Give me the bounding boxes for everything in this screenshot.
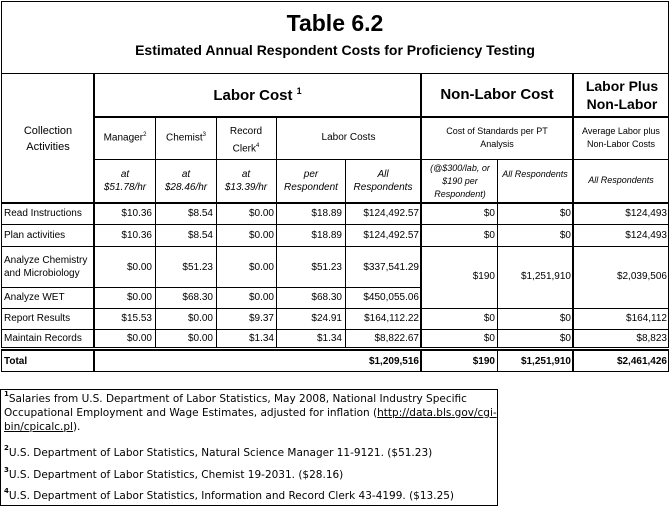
row-total: $124,493 [625,208,667,219]
footnote-1-link[interactable]: http://data.bls.gov/cgi-bin/cpicalc.pl [4,407,497,433]
hline-row1 [1,224,669,225]
row-nonlabor-all: $0 [559,313,571,324]
row-clerk: $0.00 [248,262,274,273]
total-labor-all: $1,209,516 [368,356,419,367]
hline-row3-partial [1,287,421,288]
row-lab-cost: $0 [483,313,495,324]
footnote-1-text-end: ). [72,421,81,433]
header-labor-cost-label: Labor Cost [213,87,293,104]
rate-manager: at $51.78/hr [103,169,147,193]
header-lab-cost-note: (@$300/lab, or $190 per Respondent) [430,163,490,199]
row-activity: Plan activities [4,230,66,241]
table-title: Table 6.2 [286,10,384,36]
row-per-respondent: $68.30 [311,292,342,303]
footnote-4-mark: 4 [4,487,9,495]
row-chemist: $0.00 [187,313,213,324]
footnote-4 [4,489,498,503]
row-manager: $0.00 [126,333,152,344]
row-total: $8,823 [636,333,667,344]
header-record-clerk [222,124,270,156]
footnote-1 [4,392,498,434]
row-chemist: $0.00 [187,333,213,344]
header-all-respondents: All Respondents [353,169,413,193]
row-clerk: $9.37 [248,313,274,324]
row-nonlabor-all: $0 [559,208,571,219]
header-labor-costs: Labor Costs [321,132,376,143]
row-manager: $10.36 [121,230,152,241]
row-total: $164,112 [626,313,667,324]
merged-nonlabor-all: $1,251,910 [520,271,571,282]
header-cost-of-standards: Cost of Standards per PT Analysis [446,126,548,149]
row-activity: Analyze WET [4,292,65,303]
merged-total: $2,039,506 [616,271,667,282]
header-manager-label: Manager [103,132,144,144]
total-nonlabor-all: $1,251,910 [520,356,571,367]
hline-sub-header [95,159,669,160]
header-labor-cost-sup: 1 [296,86,302,96]
total-label: Total [4,356,28,367]
row-lab-cost: $0 [483,208,495,219]
row-chemist: $51.23 [182,262,213,273]
footnote-3-text: U.S. Department of Labor Statistics, Chemist 19-2031. ($28.16) [8,469,344,481]
header-non-labor-cost: Non-Labor Cost [440,86,554,103]
header-labor-plus-non-labor: Labor Plus Non-Labor [585,78,659,112]
header-manager [95,132,155,144]
hline-header-bottom [1,202,669,204]
hline-row2 [1,246,669,247]
row-chemist: $68.30 [182,292,213,303]
row-total: $124,493 [625,230,667,241]
vline-total-activity [93,351,95,372]
header-manager-sup: 2 [143,132,147,138]
footnote-3-mark: 3 [4,466,9,474]
hline-row5 [1,329,669,330]
header-nonlabor-all-respondents: All Respondents [502,169,568,179]
row-all-respondents: $450,055.06 [363,292,419,303]
row-per-respondent: $18.89 [311,208,342,219]
footnote-1-text: Salaries from U.S. Department of Labor Statistics, May 2008, National Industry Specific Occupational Employment and Wage Estimates, adjusted for inflation ( [4,393,467,419]
row-all-respondents: $337,541.29 [363,262,419,273]
header-per-respondent: per Respondent [284,169,338,193]
row-clerk: $0.00 [248,230,274,241]
row-per-respondent: $51.23 [311,262,342,273]
merged-lab-cost: $190 [472,271,495,282]
rate-clerk: at $13.39/hr [224,169,268,193]
row-per-respondent: $1.34 [316,333,342,344]
footnote-2-mark: 2 [4,444,9,452]
row-clerk: $0.00 [248,208,274,219]
row-clerk: $0.00 [248,292,274,303]
header-chemist-label: Chemist [165,132,203,144]
row-lab-cost: $0 [483,230,495,241]
row-chemist: $8.54 [187,208,213,219]
header-labor-cost [95,86,420,104]
row-activity: Analyze Chemistry and Microbiology [4,255,88,279]
total-lab-cost: $190 [472,356,495,367]
row-manager: $0.00 [126,292,152,303]
header-average-labor-plus: Average Labor plus Non-Labor Costs [582,126,660,149]
row-all-respondents: $164,112.22 [364,313,419,324]
row-all-respondents: $8,822.67 [374,333,419,344]
footnote-2-text: U.S. Department of Labor Statistics, Natural Science Manager 11-9121. ($51.23) [8,447,433,459]
footnote-2 [4,446,498,460]
footnote-3 [4,468,498,482]
row-nonlabor-all: $0 [559,230,571,241]
hline-row4 [1,308,669,309]
row-manager: $15.53 [121,313,152,324]
row-lab-cost: $0 [483,333,495,344]
row-all-respondents: $124,492.57 [363,208,419,219]
row-activity: Read Instructions [4,208,82,219]
row-all-respondents: $124,492.57 [363,230,419,241]
header-collection-activities: Collection Activities [23,125,73,153]
row-manager: $0.00 [126,262,152,273]
row-chemist: $8.54 [187,230,213,241]
rate-chemist: at $28.46/hr [164,169,208,193]
row-activity: Report Results [4,313,71,324]
header-chemist [156,132,216,144]
row-per-respondent: $18.89 [311,230,342,241]
hline-group-header [95,116,669,118]
row-per-respondent: $24.91 [311,313,342,324]
row-manager: $10.36 [121,208,152,219]
header-record-clerk-label: Record Clerk [229,126,263,155]
row-nonlabor-all: $0 [559,333,571,344]
row-clerk: $1.34 [248,333,274,344]
footnote-4-text: U.S. Department of Labor Statistics, Information and Record Clerk 43-4199. ($13.25) [8,490,455,502]
row-activity: Maintain Records [4,333,82,344]
header-record-clerk-sup: 4 [256,143,260,149]
footnote-1-mark: 1 [4,390,9,398]
total-grand: $2,461,426 [616,356,667,367]
header-chemist-sup: 3 [202,132,207,138]
table-subtitle: Estimated Annual Respondent Costs for Proficiency Testing [135,42,535,58]
header-combined-all-respondents: All Respondents [588,175,654,185]
